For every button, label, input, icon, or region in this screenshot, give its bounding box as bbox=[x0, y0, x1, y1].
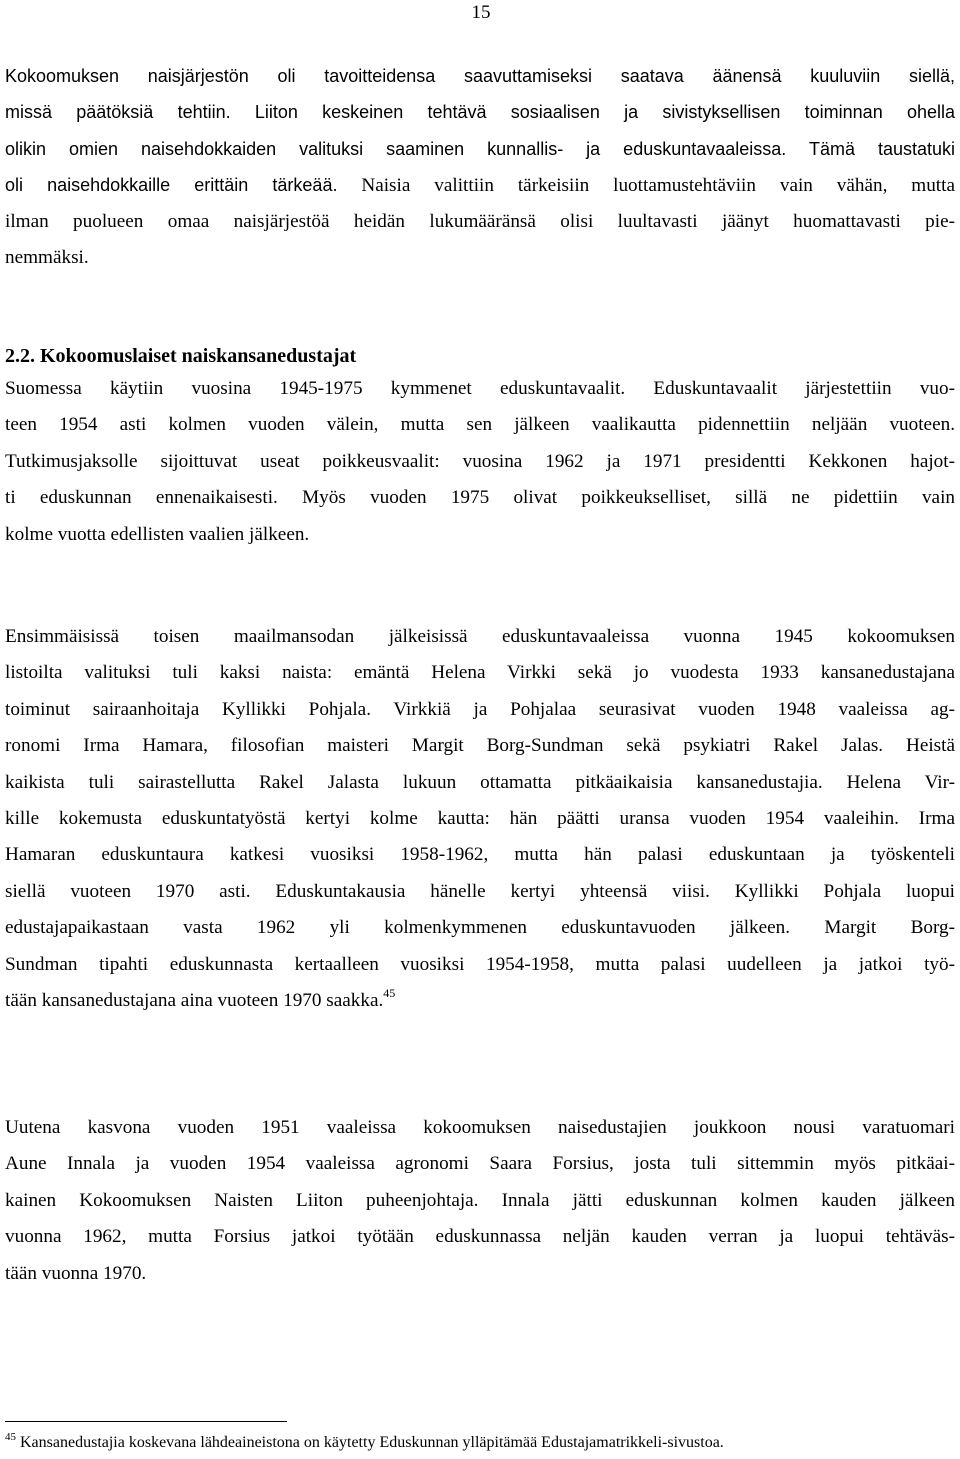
text-line: tään kansanedustajana aina vuoteen 1970 saakka. bbox=[5, 989, 384, 1011]
section-heading: 2.2. Kokoomuslaiset naiskansanedustajat bbox=[5, 345, 357, 367]
section-paragraph-3 bbox=[5, 1110, 955, 1292]
intro-paragraph bbox=[5, 58, 955, 276]
footnote-number: 45 bbox=[5, 1431, 16, 1443]
text-line-with-footnote bbox=[5, 983, 955, 1019]
text-line: tään vuonna 1970. bbox=[5, 1262, 147, 1284]
text-line: listoilta valituksi tuli kaksi naista: emäntä Helena Virkki sekä jo vuodesta 1933 kansanedustajana bbox=[5, 662, 955, 684]
footnote-text: Kansanedustajia koskevana lähdeaineistona on käytetty Eduskunnan ylläpitämää Edustajamatrikkeli-sivustoa. bbox=[20, 1434, 724, 1451]
text-line: toiminut sairaanhoitaja Kyllikki Pohjala. Virkkiä ja Pohjalaa seurasivat vuoden 1948 vaaleissa ag- bbox=[5, 698, 955, 720]
text-line: edustajapaikastaan vasta 1962 yli kolmenkymmenen eduskuntavuoden jälkeen. Margit Borg- bbox=[5, 917, 955, 939]
text-line: Aune Innala ja vuoden 1954 vaaleissa agronomi Saara Forsius, josta tuli sittemmin myös pitkäai- bbox=[5, 1153, 955, 1175]
text-segment-sans: oli naisehdokkaille erittäin tärkeää. bbox=[5, 175, 338, 196]
text-line: vuonna 1962, mutta Forsius jatkoi työtään eduskunnassa neljän kauden verran ja luopui tehtäväs- bbox=[5, 1226, 955, 1248]
text-line: Suomessa käytiin vuosina 1945-1975 kymmenet eduskuntavaalit. Eduskuntavaalit järjestettiin vuo- bbox=[5, 378, 955, 399]
text-line: Hamaran eduskuntaura katkesi vuosiksi 1958-1962, mutta hän palasi eduskuntaan ja työskenteli bbox=[5, 844, 955, 866]
text-line: Kokoomuksen naisjärjestön oli tavoitteidensa saavuttamiseksi saatava äänensä kuuluviin siellä, bbox=[5, 66, 955, 86]
text-line: teen 1954 asti kolmen vuoden välein, mutta sen jälkeen vaalikautta pidennettiin neljään vuoteen. bbox=[5, 414, 955, 436]
footnote-divider bbox=[5, 1421, 287, 1422]
text-line: Ensimmäisissä toisen maailmansodan jälkeisissä eduskuntavaaleissa vuonna 1945 kokoomuksen bbox=[5, 626, 955, 647]
text-line: nemmäksi. bbox=[5, 246, 89, 268]
footnote-reference: 45 bbox=[383, 985, 396, 1000]
text-line: missä päätöksiä tehtiin. Liiton keskeinen tehtävä sosiaalisen ja sivistyksellisen toiminnan ohella bbox=[5, 102, 955, 123]
text-line: kaikista tuli sairastellutta Rakel Jalasta lukuun ottamatta pitkäaikaisia kansanedustajia. Helena Vir- bbox=[5, 771, 955, 793]
text-line: kille kokemusta eduskuntatyöstä kertyi kolme kautta: hän päätti uransa vuoden 1954 vaaleihin. Irma bbox=[5, 807, 955, 829]
text-line-mixed bbox=[5, 167, 955, 203]
text-line: Sundman tipahti eduskunnasta kertaalleen vuosiksi 1954-1958, mutta palasi uudelleen ja jatkoi työ- bbox=[5, 953, 955, 975]
text-line: ronomi Irma Hamara, filosofian maisteri Margit Borg-Sundman sekä psykiatri Rakel Jalas. Heistä bbox=[5, 735, 955, 757]
text-line: kolme vuotta edellisten vaalien jälkeen. bbox=[5, 523, 310, 545]
text-line: siellä vuoteen 1970 asti. Eduskuntakausia hänelle kertyi yhteensä viisi. Kyllikki Pohjala luopui bbox=[5, 880, 955, 902]
section-paragraph-2 bbox=[5, 619, 955, 1019]
text-segment-serif: Naisia valittiin tärkeisiin luottamustehtäviin vain vähän, mutta bbox=[337, 175, 955, 197]
page-number: 15 bbox=[471, 2, 491, 23]
footnote bbox=[5, 1432, 724, 1454]
text-line: Tutkimusjaksolle sijoittuvat useat poikkeusvaalit: vuosina 1962 ja 1971 presidentti Kekkonen hajot- bbox=[5, 450, 955, 472]
section-paragraph-1 bbox=[5, 371, 955, 553]
text-line: olikin omien naisehdokkaiden valituksi saaminen kunnallis- ja eduskuntavaaleissa. Tämä taustatuki bbox=[5, 138, 955, 159]
text-line: ilman puolueen omaa naisjärjestöä heidän lukumääränsä olisi luultavasti jäänyt huomattavasti pie- bbox=[5, 210, 955, 232]
text-line: Uutena kasvona vuoden 1951 vaaleissa kokoomuksen naisedustajien joukkoon nousi varatuomari bbox=[5, 1117, 955, 1138]
text-line: kainen Kokoomuksen Naisten Liiton puheenjohtaja. Innala jätti eduskunnan kolmen kauden jälkeen bbox=[5, 1189, 955, 1211]
text-line: ti eduskunnan ennenaikaisesti. Myös vuoden 1975 olivat poikkeukselliset, sillä ne pidettiin vain bbox=[5, 487, 955, 509]
